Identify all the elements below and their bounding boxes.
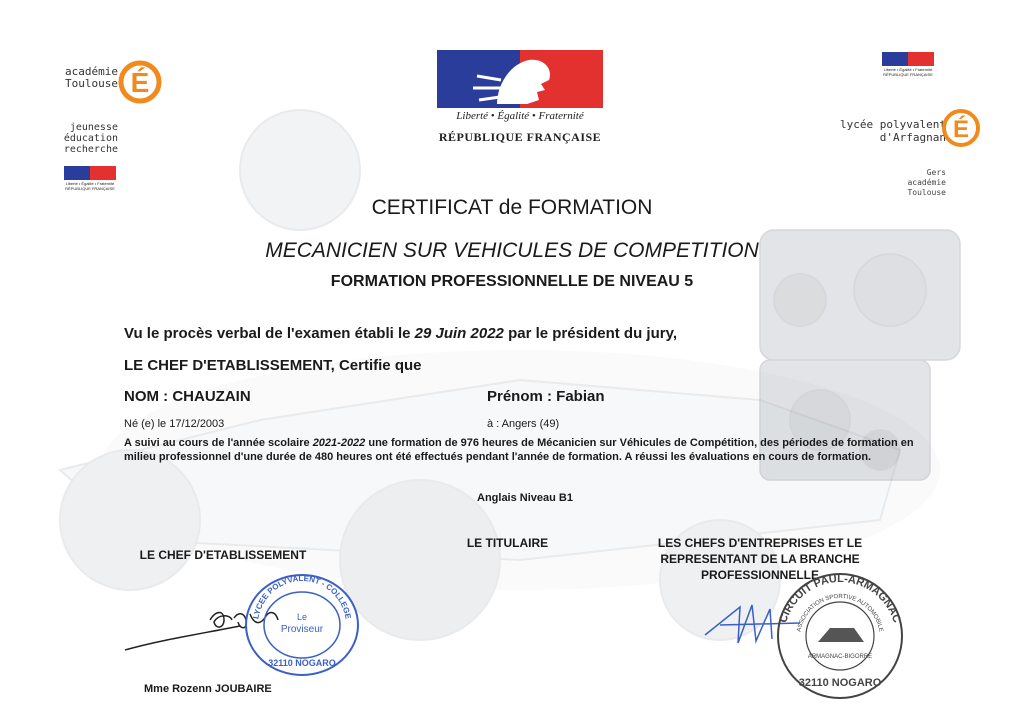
- lycee-stamp-center2: Proviseur: [280, 624, 324, 635]
- para-rest: une formation de 976 heures de Mécanicien sur Véhicules de Compétition, des périodes de formation en milieu professionnel d'une durée de 480 heures ont été effectués pendant l'année de formation. A réussi les évaluations en cours de formation.: [124, 437, 914, 463]
- school-year: 2021-2022: [312, 437, 366, 449]
- lycee-initial: É: [952, 116, 970, 143]
- chef-etablissement-label: LE CHEF D'ETABLISSEMENT: [139, 548, 307, 562]
- lycee-stamp-center1: Le: [296, 612, 308, 622]
- lycee-line1: lycée polyvalent: [840, 118, 946, 131]
- mini-flag-caption-right: Liberté • Égalité • Fraternité RÉPUBLIQUE FRANÇAISE: [883, 67, 933, 77]
- exam-suffix: par le président du jury,: [508, 325, 677, 342]
- svg-text:ASSOCIATION SPORTIVE AUTOMOBIL: [796, 594, 883, 632]
- training-description: [124, 436, 934, 464]
- academie-toulouse-logo: [48, 50, 168, 200]
- lycee-name: [836, 118, 946, 144]
- exam-prefix: Vu le procès verbal de l'examen établi le: [124, 325, 411, 342]
- lycee-stamp-ring: LYCEE POLYVALENT - COLLEGE: [251, 573, 353, 620]
- mini-flag-left: [64, 166, 116, 192]
- circuit-stamp: [770, 572, 910, 700]
- prenom-field: Prénom : Fabian: [487, 388, 605, 405]
- exam-date: 29 Juin 2022: [414, 325, 504, 342]
- chef-name: Mme Rozenn JOUBAIRE: [144, 683, 272, 695]
- certificate-specialty: MECANICIEN SUR VEHICULES DE COMPETITION: [265, 239, 759, 262]
- republique-francaise-logo: [437, 50, 603, 154]
- certificate-title: CERTIFICAT de FORMATION: [371, 196, 653, 219]
- lycee-line2: d'Arfagnan: [879, 131, 946, 144]
- academie-subtitle: [48, 122, 118, 155]
- english-level: Anglais Niveau B1: [477, 492, 573, 504]
- academie-sub-3: recherche: [63, 144, 118, 155]
- lycee-sub-1: Gers: [926, 168, 946, 177]
- lycee-stamp-bottom: 32110 NOGARO: [268, 658, 336, 668]
- certificate-level: FORMATION PROFESSIONNELLE DE NIVEAU 5: [330, 273, 694, 290]
- entreprises-line2: REPRESENTANT DE LA BRANCHE: [660, 552, 860, 566]
- circuit-stamp-top: CIRCUIT PAUL-ARMAGNAC: [777, 572, 903, 625]
- academie-line1: académie: [65, 65, 118, 78]
- academie-sub-1: jeunesse: [69, 122, 118, 133]
- lycee-subtitle: [836, 168, 946, 198]
- lycee-sub-3: Toulouse: [907, 188, 946, 197]
- lycee-stamp: [242, 572, 362, 678]
- academie-sub-2: éducation: [63, 133, 118, 144]
- entreprises-line3: PROFESSIONNELLE: [700, 568, 819, 582]
- para-prefix: A suivi au cours de l'année scolaire: [124, 437, 310, 449]
- lycee-logo: [836, 50, 986, 210]
- mini-flag-caption-left: Liberté • Égalité • Fraternité RÉPUBLIQUE FRANÇAISE: [65, 181, 115, 191]
- lycee-e-icon: [940, 106, 982, 148]
- entreprises-line1: LES CHEFS D'ENTREPRISES ET LE: [657, 536, 863, 550]
- academie-line2: Toulouse: [65, 77, 118, 90]
- birth-place: à : Angers (49): [487, 418, 560, 430]
- mini-flag-right: [882, 52, 934, 78]
- circuit-stamp-center: ARMAGNAC-BIGORRE: [807, 654, 873, 660]
- lycee-sub-2: académie: [907, 178, 946, 187]
- republique-motto: Liberté • Égalité • Fraternité: [456, 110, 584, 122]
- certify-statement: LE CHEF D'ETABLISSEMENT, Certifie que: [124, 357, 422, 374]
- nom-field: NOM : CHAUZAIN: [124, 388, 251, 405]
- circuit-stamp-bottom: 32110 NOGARO: [798, 677, 882, 689]
- circuit-stamp-inner: ASSOCIATION SPORTIVE AUTOMOBILE: [796, 593, 884, 633]
- exam-statement: [124, 325, 677, 342]
- academie-name: [48, 66, 118, 90]
- marianne-flag-icon: [437, 50, 603, 108]
- academie-initial: É: [130, 67, 150, 98]
- titulaire-label: LE TITULAIRE: [466, 536, 549, 550]
- academie-e-icon: [116, 56, 164, 104]
- birth-date: Né (e) le 17/12/2003: [124, 418, 225, 430]
- republique-name: RÉPUBLIQUE FRANÇAISE: [438, 130, 602, 144]
